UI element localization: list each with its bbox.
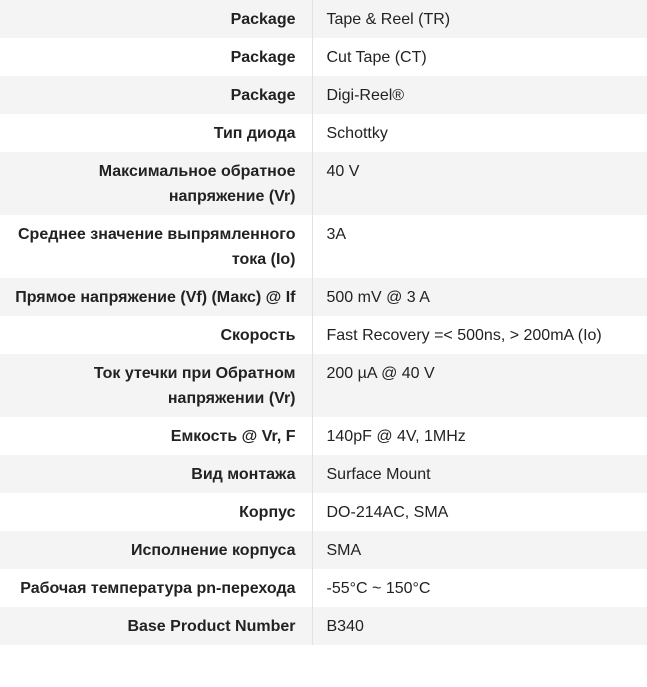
table-row <box>0 278 647 316</box>
spec-label: Максимальное обратное напряжение (Vr) <box>0 152 312 215</box>
spec-value: SMA <box>326 542 362 559</box>
table-row <box>0 76 647 114</box>
table-row <box>0 38 647 76</box>
spec-label: Ток утечки при Обратном напряжении (Vr) <box>0 354 312 417</box>
table-row <box>0 417 647 455</box>
spec-value: Fast Recovery =< 500ns, > 200mA (Io) <box>326 327 602 344</box>
spec-value: -55°C ~ 150°C <box>326 580 431 597</box>
spec-label: Исполнение корпуса <box>0 531 312 569</box>
spec-label: Package <box>0 76 312 114</box>
spec-value: B340 <box>326 618 364 635</box>
spec-value: 140pF @ 4V, 1MHz <box>326 428 466 445</box>
table-row <box>0 354 647 417</box>
spec-label: Среднее значение выпрямленного тока (Io) <box>0 215 312 278</box>
spec-label: Скорость <box>0 316 312 354</box>
table-row <box>0 607 647 645</box>
spec-value: Surface Mount <box>326 466 431 483</box>
table-row <box>0 493 647 531</box>
table-row <box>0 114 647 152</box>
spec-label: Емкость @ Vr, F <box>0 417 312 455</box>
table-row <box>0 152 647 215</box>
spec-label: Рабочая температура pn-перехода <box>0 569 312 607</box>
spec-label: Package <box>0 38 312 76</box>
spec-label: Вид монтажа <box>0 455 312 493</box>
spec-value: 3A <box>326 226 347 243</box>
spec-value: Digi-Reel® <box>326 87 405 104</box>
spec-value: 500 mV @ 3 A <box>326 289 430 306</box>
spec-label: Тип диода <box>0 114 312 152</box>
spec-label: Base Product Number <box>0 607 312 645</box>
spec-value: DO-214AC, SMA <box>326 504 449 521</box>
spec-value: Schottky <box>326 125 388 142</box>
spec-value: 200 µA @ 40 V <box>326 365 435 382</box>
spec-label: Корпус <box>0 493 312 531</box>
table-row <box>0 455 647 493</box>
spec-value: Tape & Reel (TR) <box>326 11 451 28</box>
spec-value: 40 V <box>326 163 360 180</box>
table-row <box>0 316 647 354</box>
table-row <box>0 569 647 607</box>
table-row <box>0 0 647 38</box>
table-row <box>0 531 647 569</box>
table-row <box>0 215 647 278</box>
spec-value: Cut Tape (CT) <box>326 49 427 66</box>
spec-label: Package <box>0 0 312 38</box>
spec-label: Прямое напряжение (Vf) (Макс) @ If <box>0 278 312 316</box>
